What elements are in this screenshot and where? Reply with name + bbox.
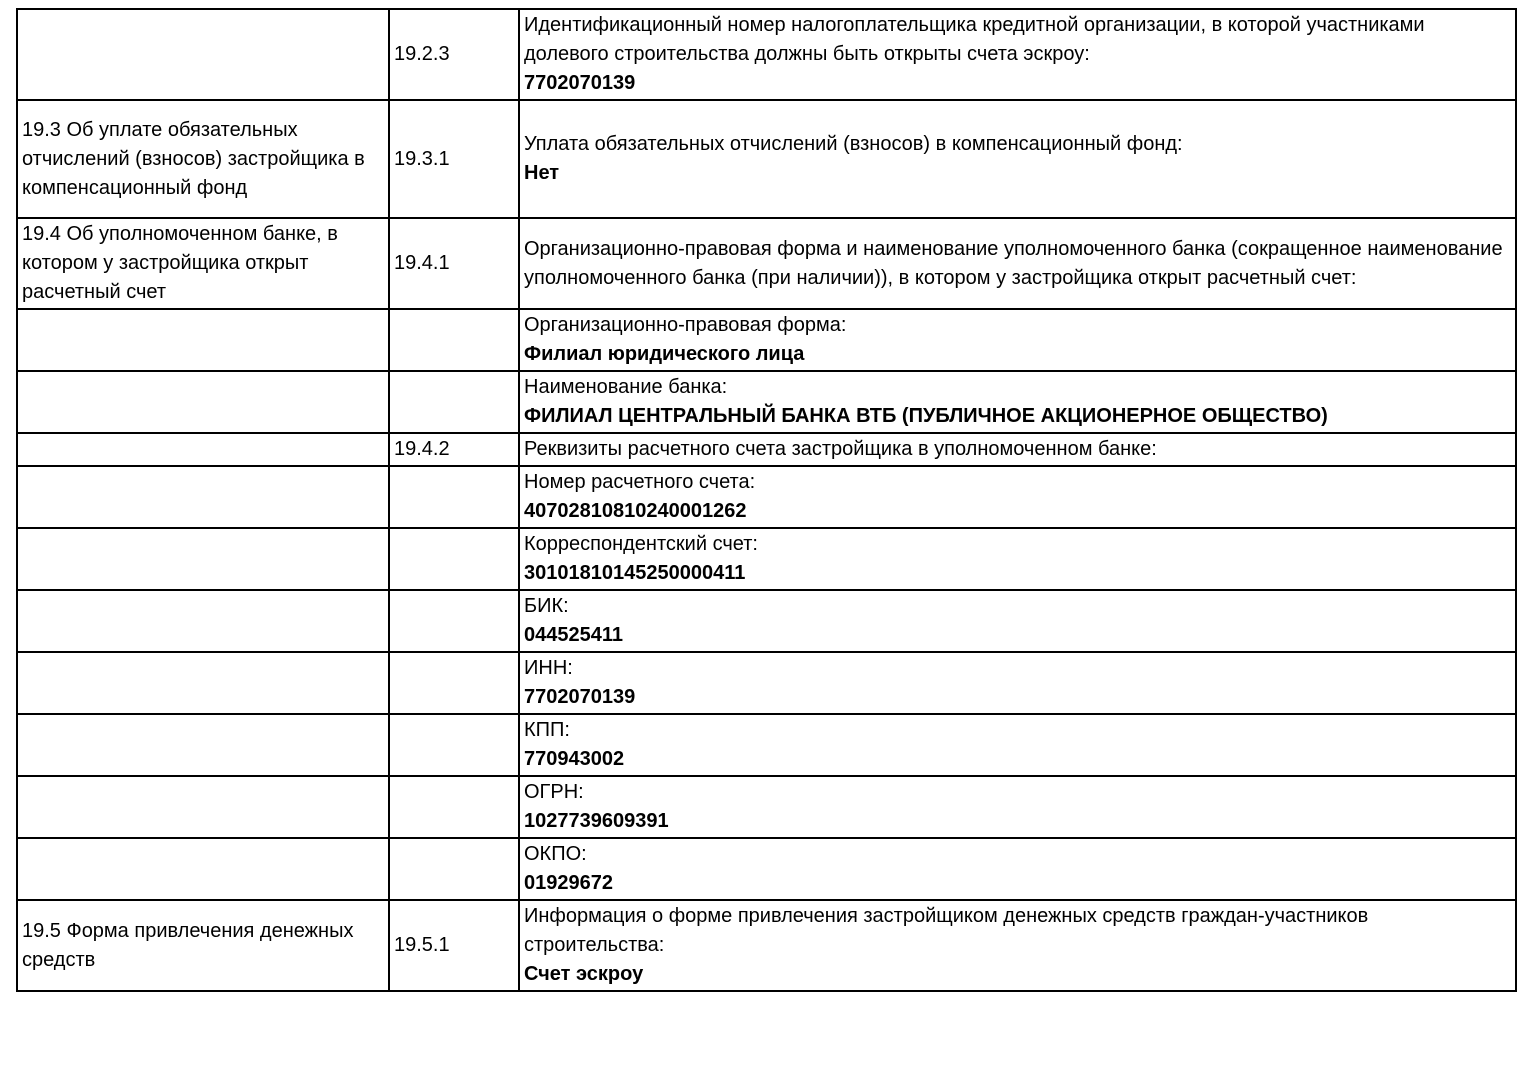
content-cell: [519, 218, 1516, 309]
content-value: 1027739609391: [524, 810, 669, 832]
content-label: Реквизиты расчетного счета застройщика в уполномоченном банке:: [524, 438, 1157, 460]
content-cell: [519, 900, 1516, 991]
section-cell: [17, 466, 389, 528]
content-cell: [519, 528, 1516, 590]
table-row: [17, 652, 1516, 714]
content-label: ОГРН:: [524, 781, 584, 803]
content-cell: [519, 371, 1516, 433]
content-value: 770943002: [524, 748, 625, 770]
content-cell: [519, 776, 1516, 838]
code-cell: 19.3.1: [389, 100, 519, 218]
section-cell: [17, 371, 389, 433]
content-cell: [519, 838, 1516, 900]
code-cell: 19.5.1: [389, 900, 519, 991]
content-value: Нет: [524, 162, 560, 184]
section-cell: [17, 9, 389, 100]
content-label: Корреспондентский счет:: [524, 533, 758, 555]
content-value: 40702810810240001262: [524, 500, 747, 522]
table-row: [17, 433, 1516, 466]
content-label: БИК:: [524, 595, 569, 617]
table-row: [17, 714, 1516, 776]
table-row: [17, 309, 1516, 371]
table-row: [17, 9, 1516, 100]
table-row: [17, 590, 1516, 652]
table-row: [17, 528, 1516, 590]
content-label: КПП:: [524, 719, 570, 741]
code-cell: [389, 528, 519, 590]
section-cell: [17, 433, 389, 466]
table-row: [17, 371, 1516, 433]
section-cell: 19.4 Об уполномоченном банке, в котором у застройщика открыт расчетный счет: [17, 218, 389, 309]
content-label: ИНН:: [524, 657, 573, 679]
declaration-table: [16, 8, 1517, 992]
table-row: [17, 838, 1516, 900]
content-label: Организационно-правовая форма и наименование уполномоченного банка (сокращенное наименование уполномоченного банка (при наличии)), в котором у застройщика открыт расчетный счет:: [524, 237, 1503, 289]
content-cell: [519, 433, 1516, 466]
code-cell: 19.2.3: [389, 9, 519, 100]
code-cell: [389, 371, 519, 433]
code-cell: [389, 652, 519, 714]
section-cell: [17, 528, 389, 590]
section-cell: [17, 838, 389, 900]
section-cell: 19.5 Форма привлечения денежных средств: [17, 900, 389, 991]
content-label: Наименование банка:: [524, 376, 728, 398]
code-cell: [389, 776, 519, 838]
code-cell: [389, 590, 519, 652]
content-label: Уплата обязательных отчислений (взносов) в компенсационный фонд:: [524, 133, 1183, 155]
content-value: 01929672: [524, 872, 613, 894]
section-cell: [17, 652, 389, 714]
table-row: [17, 100, 1516, 218]
content-label: Организационно-правовая форма:: [524, 314, 847, 336]
content-cell: [519, 9, 1516, 100]
content-value: 044525411: [524, 624, 624, 646]
content-cell: [519, 100, 1516, 218]
code-cell: [389, 466, 519, 528]
content-cell: [519, 714, 1516, 776]
section-cell: [17, 776, 389, 838]
section-cell: [17, 590, 389, 652]
code-cell: [389, 838, 519, 900]
content-value: 7702070139: [524, 72, 636, 94]
table-row: [17, 466, 1516, 528]
content-cell: [519, 309, 1516, 371]
content-label: ОКПО:: [524, 843, 587, 865]
content-value: 7702070139: [524, 686, 636, 708]
content-cell: [519, 590, 1516, 652]
content-cell: [519, 466, 1516, 528]
content-value: 30101810145250000411: [524, 562, 746, 584]
table-row: [17, 776, 1516, 838]
code-cell: [389, 714, 519, 776]
code-cell: [389, 309, 519, 371]
table-row: [17, 900, 1516, 991]
section-cell: 19.3 Об уплате обязательных отчислений (взносов) застройщика в компенсационный фонд: [17, 100, 389, 218]
content-value: ФИЛИАЛ ЦЕНТРАЛЬНЫЙ БАНКА ВТБ (ПУБЛИЧНОЕ АКЦИОНЕРНОЕ ОБЩЕСТВО): [524, 405, 1328, 427]
table-row: [17, 218, 1516, 309]
section-cell: [17, 309, 389, 371]
content-value: Счет эскроу: [524, 963, 644, 985]
section-cell: [17, 714, 389, 776]
code-cell: 19.4.2: [389, 433, 519, 466]
content-value: Филиал юридического лица: [524, 343, 805, 365]
content-cell: [519, 652, 1516, 714]
code-cell: 19.4.1: [389, 218, 519, 309]
content-label: Идентификационный номер налогоплательщика кредитной организации, в которой участниками долевого строительства должны быть открыты счета эскроу:: [524, 14, 1425, 65]
content-label: Информация о форме привлечения застройщиком денежных средств граждан-участников строительства:: [524, 905, 1369, 956]
content-label: Номер расчетного счета:: [524, 471, 756, 493]
